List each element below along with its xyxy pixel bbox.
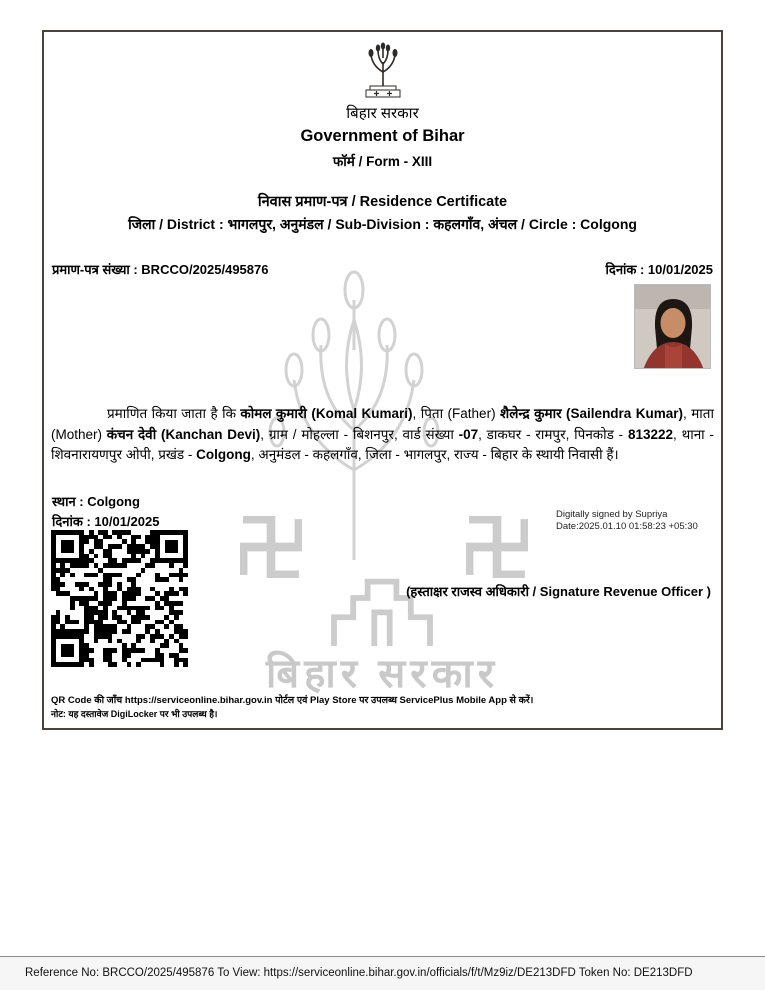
qr-finder-icon [51,634,84,667]
applicant-photo [634,284,711,369]
digital-signature-line1: Digitally signed by Supriya [556,509,668,520]
qr-verify-note: QR Code की जाँच https://serviceonline.bihar.gov.in पोर्टल एवं Play Store पर उपलब्ध ServicePlus Mobile App से करें। [51,695,534,706]
certificate-number: प्रमाण-पत्र संख्या : BRCCO/2025/495876 [52,262,269,277]
reference-footer-bar [0,956,765,990]
certificate-header [44,42,721,234]
qr-code [51,530,188,667]
issue-place-date: दिनांक : 10/01/2025 [52,514,160,529]
district-line: जिला / District : भागलपुर, अनुमंडल / Sub-Division : कहलगाँव, अंचल / Circle : Colgong [128,216,637,232]
digital-signature [556,509,736,533]
issue-place: स्थान : Colgong [52,494,140,509]
meta-row [52,260,713,278]
signature-officer-line: (हस्ताक्षर राजस्व अधिकारी / Signature Revenue Officer ) [406,584,711,599]
certificate-title: निवास प्रमाण-पत्र / Residence Certificate [257,194,508,210]
form-number: फॉर्म / Form - XIII [332,154,433,169]
bihar-emblem-icon [356,42,410,100]
government-title: Government of Bihar [300,127,465,145]
reference-text: Reference No: BRCCO/2025/495876 To View: https://serviceonline.bihar.gov.in/officials/f/t/Mz9iz/DE213DFD Token No: DE213DFD [25,967,693,979]
certificate-box [42,30,723,730]
portrait-photo-icon [635,285,711,369]
footer-notes [51,694,533,721]
qr-finder-icon [51,530,84,563]
certificate-paragraph: प्रमाणित किया जाता है कि कोमल कुमारी (Komal Kumari), पिता (Father) शैलेन्द्र कुमार (Sailendra Kumar), माता (Mother) कंचन देवी (Kanchan Devi), ग्राम / मोहल्ला - बिशनपुर, वार्ड संख्या -07, डाकघर - रामपुर, पिनकोड - 813222, थाना - शिवनारायणपुर ओपी, प्रखंड - Colgong, अनुमंडल - कहलगाँव, जिला - भागलपुर, राज्य - बिहार के स्थायी निवासी हैं। [51,406,714,462]
qr-finder-icon [155,530,188,563]
emblem-caption: बिहार सरकार [346,105,419,122]
watermark-text: बिहार सरकार [265,652,500,696]
digital-signature-line2: Date:2025.01.10 01:58:23 +05:30 [556,521,698,532]
digilocker-note: नोट: यह दस्तावेज DigiLocker पर भी उपलब्ध है। [51,708,218,719]
swastika-icon [240,516,302,578]
swastika-icon [466,516,528,578]
issue-date-top: दिनांक : 10/01/2025 [605,262,713,277]
